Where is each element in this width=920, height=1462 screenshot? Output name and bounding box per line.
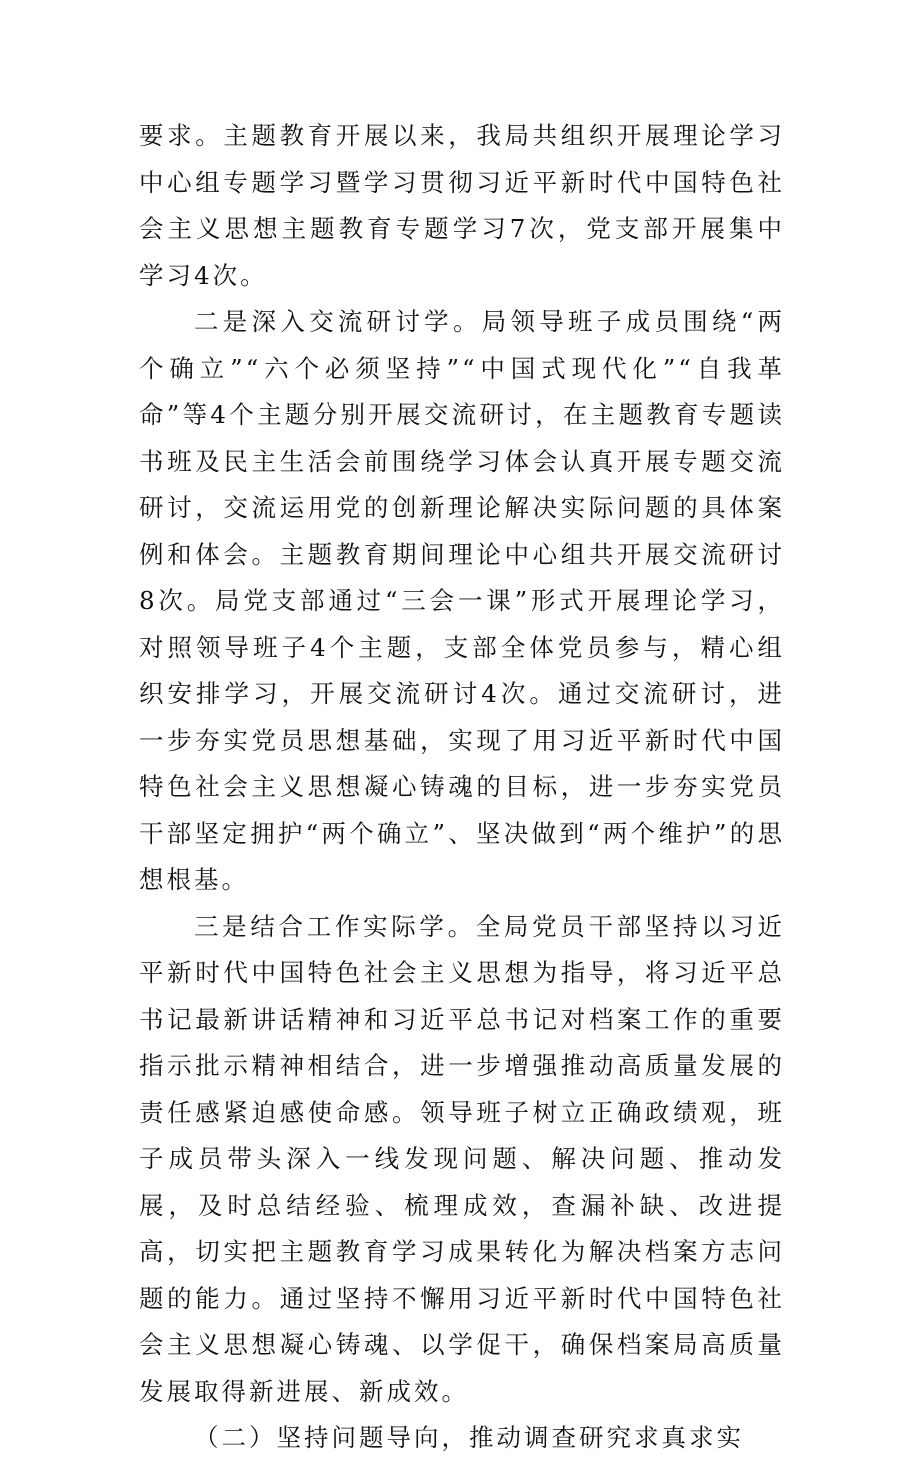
paragraph-continuation: 要求。主题教育开展以来，我局共组织开展理论学习中心组专题学习暨学习贯彻习近平新时代中国特色社会主义思想主题教育专题学习7次，党支部开展集中学习4次。 bbox=[139, 121, 785, 290]
document-body bbox=[139, 113, 785, 1462]
paragraph-exchange-discussion: 二是深入交流研讨学。局领导班子成员围绕“两个确立”“六个必须坚持”“中国式现代化”“自我革命”等4个主题分别开展交流研讨，在主题教育专题读书班及民主生活会前围绕学习体会认真开展专题交流研讨，交流运用党的创新理论解决实际问题的具体案例和体会。主题教育期间理论中心组共开展交流研讨8次。局党支部通过“三会一课”形式开展理论学习，对照领导班子4个主题，支部全体党员参与，精心组织安排学习，开展交流研讨4次。通过交流研讨，进一步夯实党员思想基础，实现了用习近平新时代中国特色社会主义思想凝心铸魂的目标，进一步夯实党员干部坚定拥护“两个确立”、坚决做到“两个维护”的思想根基。 bbox=[139, 307, 785, 894]
paragraph-work-practice: 三是结合工作实际学。全局党员干部坚持以习近平新时代中国特色社会主义思想为指导，将习近平总书记最新讲话精神和习近平总书记对档案工作的重要指示批示精神相结合，进一步增强推动高质量发展的责任感紧迫感使命感。领导班子树立正确政绩观，班子成员带头深入一线发现问题、解决问题、推动发展，及时总结经验、梳理成效，查漏补缺、改进提高，切实把主题教育学习成果转化为解决档案方志问题的能力。通过坚持不懈用习近平新时代中国特色社会主义思想凝心铸魂、以学促干，确保档案局高质量发展取得新进展、新成效。 bbox=[139, 911, 785, 1406]
section-heading: （二）坚持问题导向，推动调查研究求真求实 bbox=[194, 1423, 744, 1452]
